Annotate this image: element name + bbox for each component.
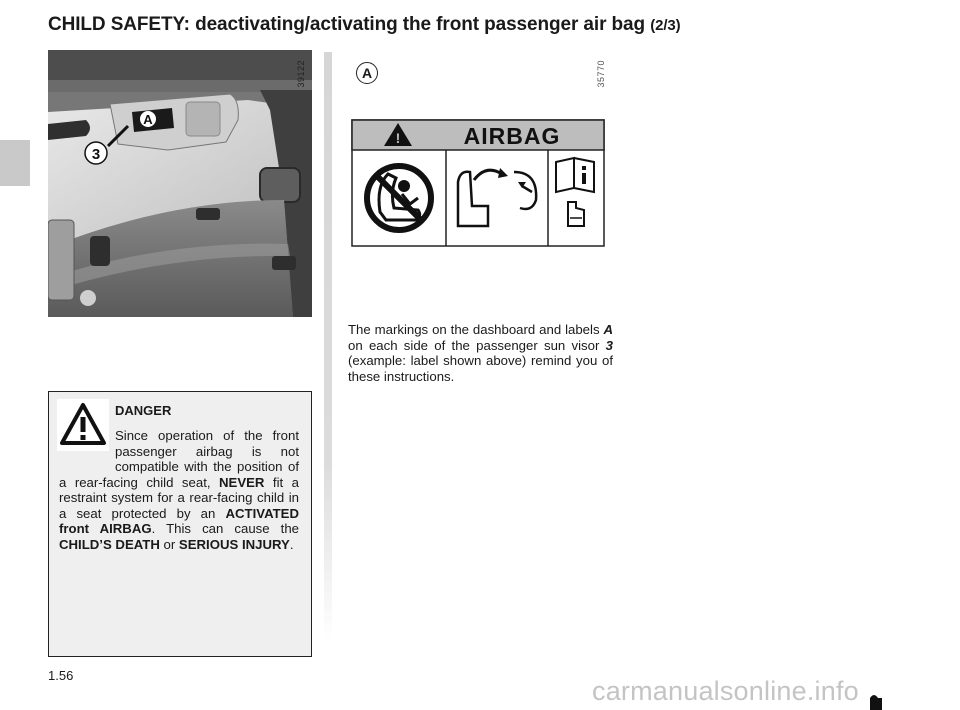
danger-childs-death: CHILD’S DEATH	[59, 536, 160, 552]
caption-ref-3: 3	[605, 337, 613, 353]
callout-3: 3	[91, 146, 101, 163]
danger-text-1: Since operation of the front passenger airbag is not compatible with the position of a rear-facing child seat,	[59, 428, 299, 490]
danger-text	[59, 428, 299, 552]
airbag-label-drawing	[346, 108, 614, 264]
page-title	[48, 14, 681, 36]
dashboard-photo	[48, 50, 312, 317]
section-tab	[0, 140, 30, 186]
callout-a-left: A	[143, 112, 153, 127]
danger-text-2: fit a restraint system for a rear-facing child in a seat protected by an	[59, 474, 299, 521]
corner-mark	[868, 690, 884, 710]
dashboard-illustration	[48, 50, 312, 317]
caption-ref-a: A	[603, 322, 613, 337]
page-number: 1.56	[48, 668, 74, 683]
danger-heading: DANGER	[115, 403, 172, 418]
danger-activated-airbag: ACTIVATED front AIRBAG	[59, 505, 299, 536]
svg-text:!: !	[395, 130, 401, 146]
danger-serious-injury: SERIOUS INJURY	[178, 536, 290, 552]
danger-text-4: or	[159, 536, 179, 552]
danger-never: NEVER	[219, 474, 265, 490]
label-title: AIRBAG	[463, 123, 561, 149]
caption-text-3: (example: label shown above) remind you of these instructions.	[348, 353, 613, 384]
watermark: carmanualsonline.info	[592, 676, 859, 706]
page-part: (2/3)	[650, 17, 681, 34]
airbag-warning-label	[346, 108, 614, 264]
page-title-text: CHILD SAFETY: deactivating/activating the front passenger air bag	[48, 14, 646, 35]
danger-warning-box	[48, 391, 312, 657]
label-caption	[348, 322, 613, 384]
column-divider	[324, 52, 332, 642]
caption-text-2: on each side of the passenger sun visor	[348, 337, 606, 353]
danger-text-3: . This can cause the	[151, 521, 300, 536]
figure-code-left: 39122	[296, 60, 306, 88]
figure-code-right: 35770	[596, 60, 606, 88]
caption-text-1: The markings on the dashboard and labels	[348, 322, 604, 337]
danger-text-5: .	[289, 536, 294, 552]
callout-a-right: A	[356, 62, 378, 84]
